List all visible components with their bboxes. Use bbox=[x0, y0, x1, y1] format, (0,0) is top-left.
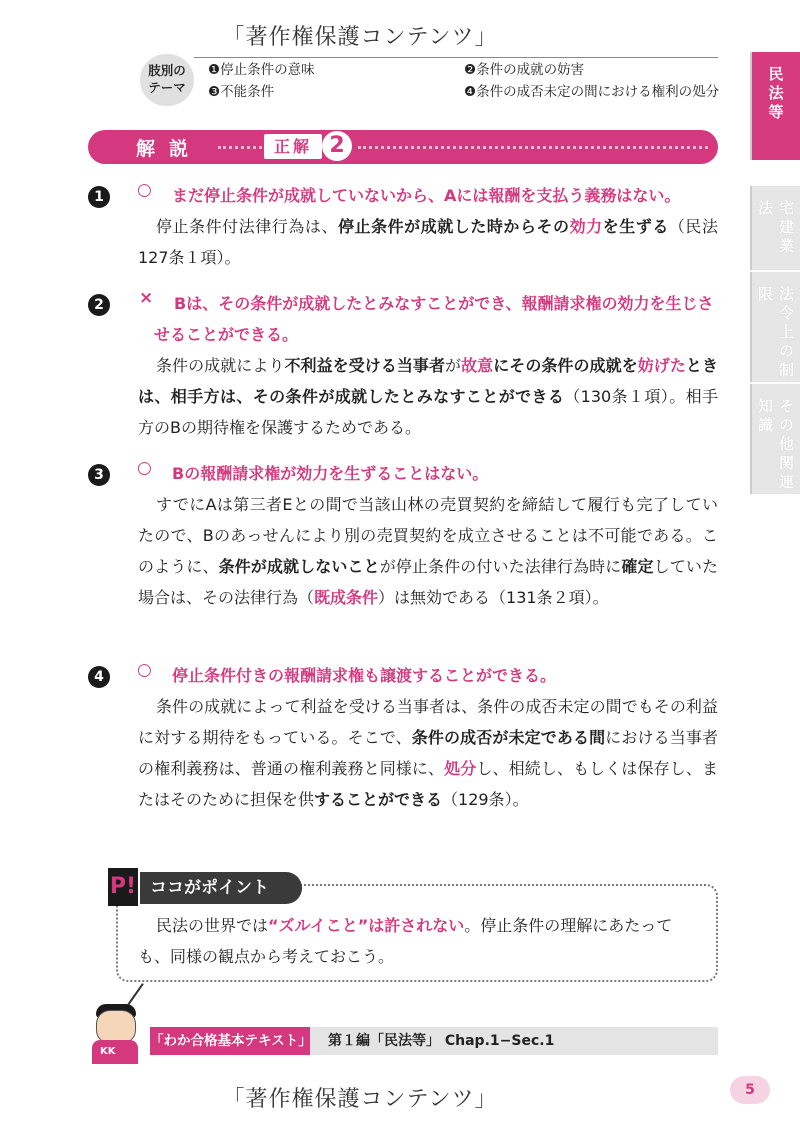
banner-dots-left bbox=[218, 146, 262, 149]
item-mark-2: × bbox=[139, 288, 154, 308]
text-run: 処分 bbox=[444, 759, 477, 778]
text-run: 故意 bbox=[461, 356, 494, 375]
text-run: ときは、相手方は、その条件が成就したとみなすことができる bbox=[138, 356, 718, 406]
text-run: 不利益を受ける当事者 bbox=[284, 356, 446, 375]
text-run: 条件の成否が未定である間 bbox=[411, 728, 606, 747]
text-run: が bbox=[445, 356, 462, 375]
theme-divider-top bbox=[194, 57, 718, 58]
theme-items bbox=[208, 60, 718, 104]
item-heading-1: まだ停止条件が成就していないから、Aには報酬を支払う義務はない。 bbox=[172, 186, 681, 205]
text-run: 停止条件付法律行為は bbox=[156, 217, 322, 236]
text-run: （民法127条１項）。 bbox=[138, 217, 718, 267]
item-mark-1: ○ bbox=[137, 180, 152, 200]
text-run: “ズルイこと”は許されない bbox=[268, 916, 465, 935]
text-run: 停止条件が成就した時からその bbox=[337, 217, 570, 236]
item-number-3: 3 bbox=[88, 464, 110, 486]
text-run: （130条１項）。相手方のBの期待権を保護するためである。 bbox=[138, 387, 718, 437]
text-run: 。停止条件の理解にあたっても、同様の観点から考えておこう。 bbox=[138, 916, 673, 966]
text-run: 条件の成就により bbox=[156, 356, 285, 375]
theme-label-line2: テーマ bbox=[148, 80, 186, 95]
theme-label bbox=[140, 54, 194, 106]
text-run: すでにAは第三者Eとの間で当該山林の売買契約を締結して履行も完了していたので、Bのあっせんにより別の売買契約を成立させることは不可能である。このように、 bbox=[138, 495, 718, 576]
text-run: することができる bbox=[314, 790, 443, 809]
side-tab-regulations[interactable]: 法令上の制限 bbox=[750, 272, 800, 382]
item-heading-4: 停止条件付きの報酬請求権も譲渡することができる。 bbox=[172, 666, 557, 685]
theme-item-3: ❸不能条件 bbox=[208, 84, 275, 100]
item-number-2: 2 bbox=[88, 294, 110, 316]
theme-item-1: ❶停止条件の意味 bbox=[208, 62, 315, 78]
text-run: 条件の成就によって利益を受ける当事者は、条件の成否未定の間でもその利益に対する期待をもっている。そこで、 bbox=[138, 697, 718, 747]
side-tab-other[interactable]: その他関連知識 bbox=[750, 384, 800, 494]
banner-dots-right bbox=[358, 146, 708, 149]
text-run: し、相続し、もしくは保存し、またはそのために担保を供 bbox=[138, 759, 718, 809]
point-title: ココがポイント bbox=[140, 872, 302, 904]
page-number: 5 bbox=[730, 1076, 770, 1104]
item-body-1 bbox=[138, 211, 718, 273]
mascot-face bbox=[96, 1010, 136, 1044]
point-text bbox=[138, 910, 703, 972]
text-run: を生ずる bbox=[602, 217, 669, 236]
text-run: 既成条件 bbox=[314, 588, 379, 607]
mascot-badge: KK bbox=[100, 1046, 116, 1057]
text-run: していた場合は、その法律行為（ bbox=[138, 557, 718, 607]
mascot-pointer bbox=[127, 983, 144, 1005]
text-run: 条件が成就しないこと bbox=[218, 557, 380, 576]
text-run: が停止条件の付いた法律行為時に bbox=[379, 557, 622, 576]
item-number-1: 1 bbox=[88, 186, 110, 208]
text-run: 、 bbox=[321, 217, 338, 236]
item-heading-2: Bは、その条件が成就したとみなすことができ、報酬請求権の効力を生じさせることができる。 bbox=[154, 294, 714, 344]
item-mark-4: ○ bbox=[137, 660, 152, 680]
watermark-bottom: 「著作権保護コンテンツ」 bbox=[222, 1087, 498, 1112]
item-number-4: 4 bbox=[88, 666, 110, 688]
text-run: 民法の世界では bbox=[156, 916, 269, 935]
item-body-3 bbox=[138, 489, 718, 613]
side-tab-real-estate-law[interactable]: 宅建業法 bbox=[750, 186, 800, 270]
item-mark-3: ○ bbox=[137, 458, 152, 478]
text-run: （129条）。 bbox=[442, 790, 529, 809]
item-body-4 bbox=[138, 691, 718, 815]
banner-title: 解説 bbox=[136, 138, 203, 160]
text-run: にその条件の成就を bbox=[493, 356, 638, 375]
item-heading-3: Bの報酬請求権が効力を生ずることはない。 bbox=[172, 464, 489, 483]
footer-chapter-ref: 第１編「民法等」 Chap.1−Sec.1 bbox=[328, 1033, 555, 1049]
theme-label-line1: 肢別の bbox=[148, 63, 186, 78]
text-run: 確定 bbox=[621, 557, 654, 576]
item-body-2 bbox=[138, 350, 718, 443]
theme-item-4: ❹条件の成否未定の間における権利の処分 bbox=[464, 84, 720, 100]
point-p-badge: P! bbox=[108, 868, 138, 906]
text-run: における当事者の権利義務は、普通の権利義務と同様に、 bbox=[138, 728, 718, 778]
text-run: 効力 bbox=[569, 217, 603, 236]
answer-label: 正解 bbox=[264, 134, 322, 159]
text-run: 妨げた bbox=[637, 356, 686, 375]
theme-item-2: ❷条件の成就の妨害 bbox=[464, 62, 585, 78]
watermark-top: 「著作権保護コンテンツ」 bbox=[222, 25, 498, 50]
footer-book-title[interactable]: 「わか合格基本テキスト」 bbox=[150, 1027, 310, 1055]
answer-number: 2 bbox=[322, 131, 352, 161]
text-run: ）は無効である（131条２項）。 bbox=[378, 588, 609, 607]
side-tab-civil-law[interactable]: 民法等 bbox=[750, 52, 800, 160]
